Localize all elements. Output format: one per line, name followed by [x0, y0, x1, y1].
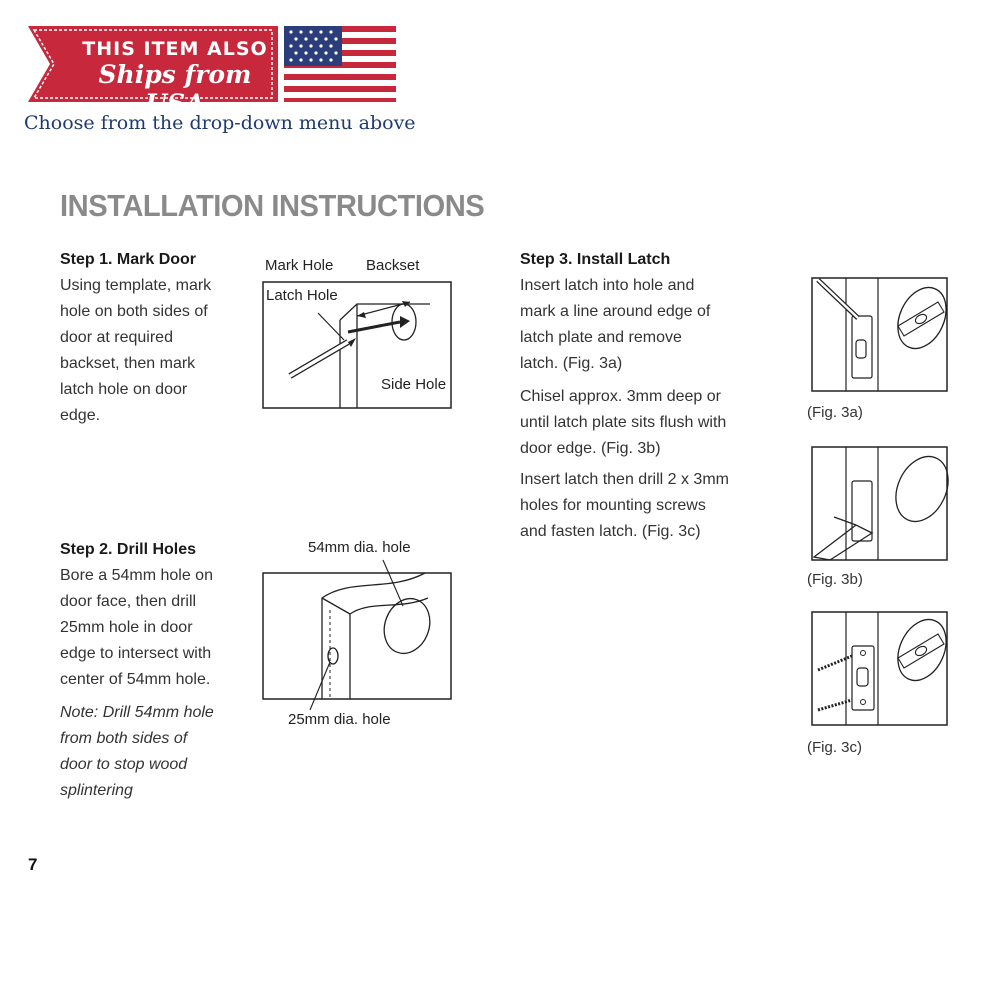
mark-hole-label: Mark Hole — [265, 257, 334, 274]
step1-text: Using template, mark hole on both sides of door at required backset, then mark latch hole on door edge. — [60, 277, 212, 424]
fig-3b-label: (Fig. 3b) — [807, 571, 863, 588]
fig-3b-diagram — [810, 445, 950, 563]
step2-title: Step 2. Drill Holes — [60, 541, 197, 558]
small-hole-label: 25mm dia. hole — [288, 711, 391, 728]
fig-3c-label: (Fig. 3c) — [807, 739, 863, 756]
fig-3c-diagram — [810, 610, 950, 728]
latch-hole-label: Latch Hole — [266, 287, 338, 304]
step3-text-1: Insert latch into hole and mark a line around edge of latch plate and remove latch. (Fig. 3a) — [520, 277, 711, 372]
step3-text-3: Insert latch then drill 2 x 3mm holes for mounting screws and fasten latch. (Fig. 3c) — [520, 471, 729, 540]
step2-text: Bore a 54mm hole on door face, then drill 25mm hole in door edge to intersect with center of 54mm hole. — [60, 567, 213, 688]
step3-text-2: Chisel approx. 3mm deep or until latch plate sits flush with door edge. (Fig. 3b) — [520, 388, 727, 457]
page-number: 7 — [28, 855, 38, 874]
banner-title: THIS ITEM ALSO — [82, 38, 268, 60]
page-title: INSTALLATION INSTRUCTIONS — [60, 188, 485, 223]
us-flag-icon — [284, 26, 396, 102]
backset-label: Backset — [366, 257, 420, 274]
step1-title: Step 1. Mark Door — [60, 251, 197, 268]
banner-subtitle: Ships from USA — [98, 60, 252, 118]
fig-3a-diagram — [810, 276, 950, 394]
side-hole-label: Side Hole — [381, 376, 447, 393]
fig-3a-label: (Fig. 3a) — [807, 404, 863, 421]
big-hole-label: 54mm dia. hole — [308, 539, 411, 556]
step2-note: Note: Drill 54mm hole from both sides of door to stop wood splintering — [60, 704, 214, 799]
dropdown-hint: Choose from the drop-down menu above — [24, 112, 416, 134]
step3-title: Step 3. Install Latch — [520, 251, 671, 268]
drill-holes-diagram — [260, 570, 455, 702]
